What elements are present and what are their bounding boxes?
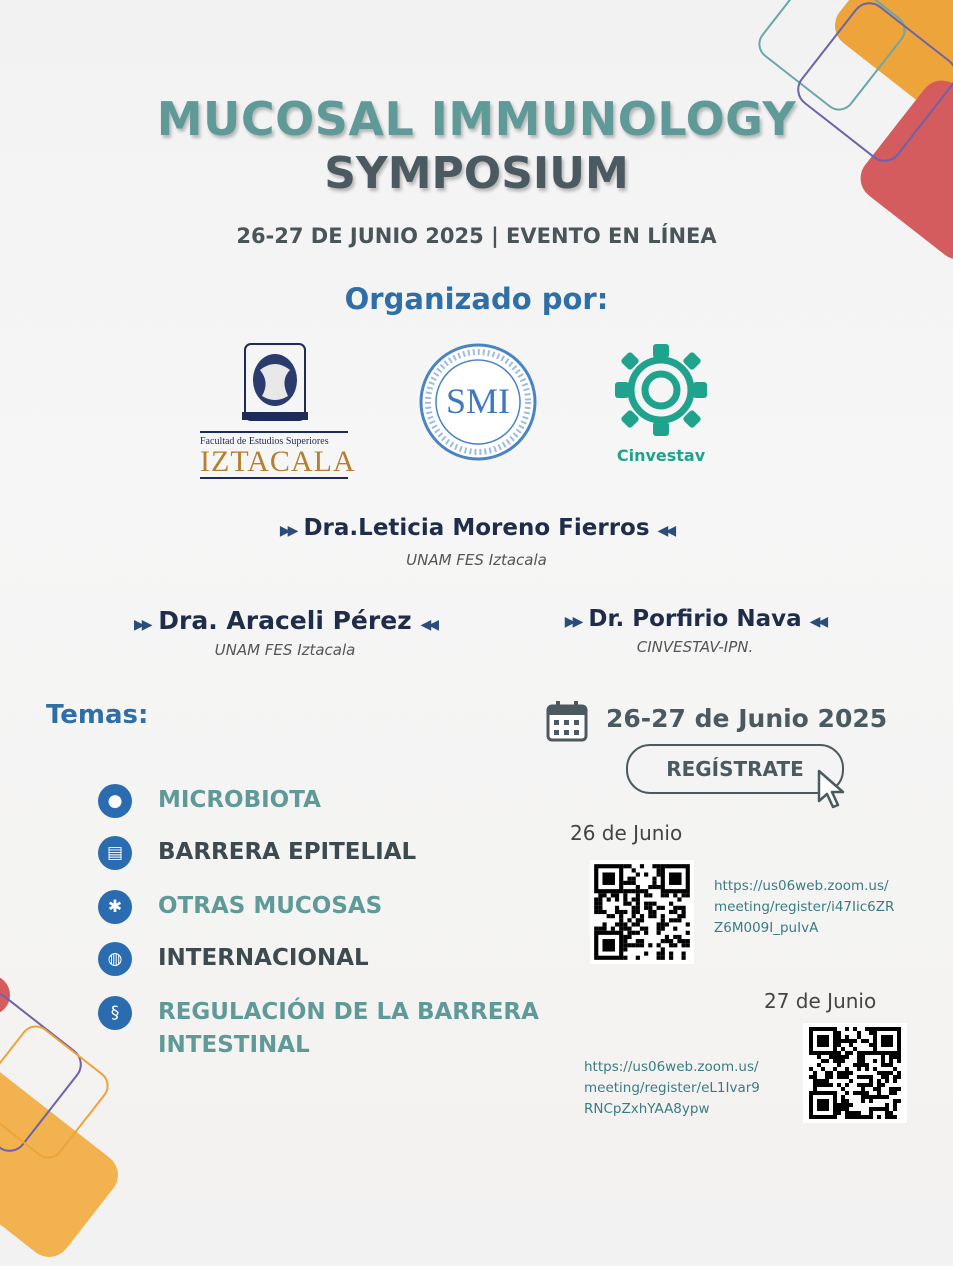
- unam-crest-icon: [200, 340, 350, 425]
- topic-label: MICROBIOTA: [158, 787, 321, 813]
- register-button[interactable]: [626, 744, 844, 794]
- topic-item: [98, 890, 382, 924]
- topic-item: [98, 836, 416, 870]
- day2-label: 27 de Junio: [764, 989, 877, 1013]
- day2-link[interactable]: [584, 1057, 760, 1120]
- organizers-heading: Organizado por:: [344, 282, 609, 316]
- topic-label: OTRAS MUCOSAS: [158, 893, 383, 919]
- arrow-right-icon: ▶▶: [134, 617, 150, 633]
- day1-qr-code[interactable]: [590, 860, 694, 964]
- day1-link-line-2: meeting/register/i47Iic6ZR: [714, 899, 895, 915]
- epithelium-icon: ▤: [98, 836, 132, 870]
- bacteria-icon: ●: [98, 784, 132, 818]
- cinvestav-emblem-icon: [606, 340, 716, 440]
- topic-label: BARRERA EPITELIAL: [158, 839, 417, 865]
- iztacala-logo: [200, 340, 356, 478]
- title-line-2: SYMPOSIUM: [324, 148, 629, 199]
- event-date: 26-27 de Junio 2025: [606, 704, 888, 733]
- register-label: REGÍSTRATE: [666, 757, 804, 781]
- cursor-pointer-icon: [816, 768, 848, 814]
- arrow-left-icon: ◀◀: [420, 617, 436, 633]
- topic-label: REGULACIÓN DE LA BARRERA: [158, 999, 539, 1025]
- day2-link-line-3: RNCpZxhYAA8ypw: [584, 1101, 710, 1117]
- speaker-3-name: Dr. Porfirio Nava: [588, 606, 802, 632]
- day1-link-line-3: Z6M009I_puIvA: [714, 920, 819, 936]
- date-location-line: 26-27 DE JUNIO 2025 | EVENTO EN LÍNEA: [236, 224, 717, 248]
- speaker-3-affiliation: CINVESTAV-IPN.: [636, 638, 754, 656]
- asterisk-icon: ✱: [98, 890, 132, 924]
- topic-item: [98, 942, 369, 976]
- cinvestav-logo: [606, 340, 716, 470]
- speaker-2-name: Dra. Araceli Pérez: [158, 606, 412, 635]
- day2-link-line-2: meeting/register/eL1Ivar9: [584, 1080, 760, 1096]
- speaker-1-name: Dra.Leticia Moreno Fierros: [303, 515, 650, 541]
- speaker-1-affiliation: UNAM FES Iztacala: [406, 551, 547, 569]
- iztacala-top-text: Facultad de Estudios Superiores: [200, 436, 329, 447]
- day1-link-line-1: https://us06web.zoom.us/: [714, 878, 889, 894]
- arrow-left-icon: ◀◀: [809, 614, 826, 630]
- arrow-left-icon: ◀◀: [657, 523, 674, 539]
- speaker-2: [90, 606, 480, 659]
- intestine-icon: §: [98, 996, 132, 1030]
- topic-label-line2: INTESTINAL: [158, 1032, 310, 1058]
- topics-heading: Temas:: [46, 700, 149, 730]
- cinvestav-name: Cinvestav: [616, 446, 706, 465]
- globe-icon: ◍: [98, 942, 132, 976]
- smi-logo: [418, 342, 538, 462]
- speaker-3: [500, 606, 890, 656]
- topic-item: [98, 784, 321, 818]
- arrow-right-icon: ▶▶: [279, 523, 296, 539]
- title-line-1: MUCOSAL IMMUNOLOGY: [156, 92, 797, 146]
- arrow-right-icon: ▶▶: [564, 614, 581, 630]
- day2-qr-code[interactable]: [803, 1023, 907, 1123]
- smi-abbr: SMI: [445, 381, 511, 421]
- speaker-2-affiliation: UNAM FES Iztacala: [214, 641, 356, 659]
- speaker-1: [0, 515, 953, 569]
- day1-label: 26 de Junio: [570, 821, 683, 845]
- calendar-icon: [546, 700, 588, 746]
- topic-label: INTERNACIONAL: [158, 945, 369, 971]
- iztacala-name: IZTACALA: [200, 445, 356, 478]
- day1-link[interactable]: [714, 876, 894, 939]
- topic-item: [98, 996, 539, 1062]
- day2-link-line-1: https://us06web.zoom.us/: [584, 1059, 759, 1075]
